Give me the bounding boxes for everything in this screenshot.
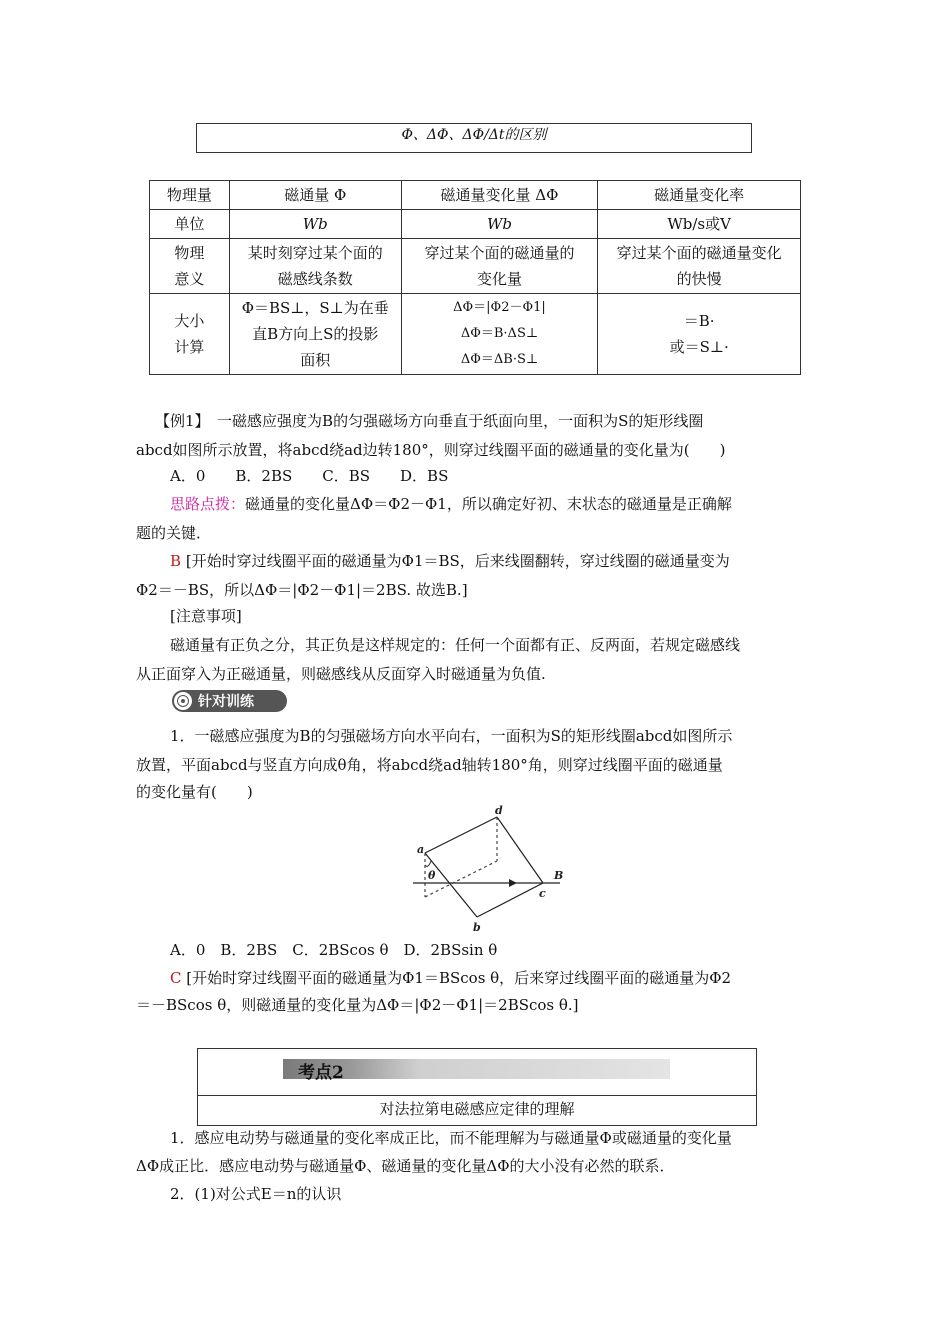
table-cell (150, 239, 230, 294)
coil-rotation-figure (405, 805, 575, 935)
example1-line1: 【例1】 一磁感应强度为B的匀强磁场方向垂直于纸面向里，一面积为S的矩形线圈 (155, 412, 704, 430)
answer-letter: B (170, 552, 182, 570)
cell-line: ΔΦ＝ΔB·S⊥ (460, 352, 539, 367)
table-cell: 单位 (150, 210, 230, 239)
cell-line: ＝B· (683, 312, 715, 330)
figure-label-b: b (473, 921, 481, 934)
cell-line: 直B方向上S的投影 (252, 325, 379, 343)
divider (198, 1095, 756, 1096)
cell-line: ΔΦ＝|Φ2－Φ1| (453, 300, 546, 315)
table-row-calc (150, 294, 801, 375)
point2: 2．(1)对公式E＝n的认识 (170, 1185, 342, 1203)
kaodian-title: 对法拉第电磁感应定律的理解 (379, 1100, 575, 1118)
q1-line2: 放置，平面abcd与竖直方向成θ角，将abcd绕ad轴转180°角，则穿过线圈平面的磁通量 (136, 756, 723, 774)
point1-line2: ΔΦ成正比．感应电动势与磁通量Φ、磁通量的变化量ΔΦ的大小没有必然的联系． (136, 1157, 675, 1175)
table-header-cell: 磁通量变化率 (598, 181, 801, 210)
example1-answer (170, 547, 800, 576)
example1-answer-line2: Φ2＝－BS，所以ΔΦ＝|Φ2－Φ1|＝2BS. 故选B.] (136, 581, 468, 599)
example1-options: A．0 B．2BS C．BS D．BS (170, 467, 449, 485)
cell-line: 或＝S⊥· (669, 338, 729, 356)
cell-line: 计算 (174, 338, 205, 356)
table-cell (229, 239, 401, 294)
training-badge-label: 针对训练 (198, 694, 254, 710)
table-cell (401, 239, 598, 294)
table-header-cell: 磁通量变化量 ΔΦ (401, 181, 598, 210)
cell-line: 穿过某个面的磁通量的 (424, 244, 575, 262)
q1-answer-line2: ＝－BScos θ，则磁通量的变化量为ΔΦ＝|Φ2－Φ1|＝2BScos θ.] (136, 996, 579, 1014)
table-header-row (150, 181, 801, 210)
cell-line: 的快慢 (676, 270, 722, 288)
point1-line1: 1．感应电动势与磁通量的变化率成正比，而不能理解为与磁通量Φ或磁通量的变化量 (170, 1129, 732, 1147)
table-cell: Wb (229, 210, 401, 239)
q1-answer (170, 964, 800, 993)
figure-label-d: d (495, 805, 503, 817)
answer-letter: C (170, 969, 182, 987)
figure-label-field: B (554, 869, 564, 882)
cell-line: 面积 (300, 351, 331, 369)
table-cell (598, 239, 801, 294)
table-row-meaning (150, 239, 801, 294)
cell-line: 穿过某个面的磁通量变化 (616, 244, 782, 262)
q1-line1: 1．一磁感应强度为B的匀强磁场方向水平向右，一面积为S的矩形线圈abcd如图所示 (170, 727, 733, 745)
cell-line: Φ＝BS⊥，S⊥为在垂 (241, 299, 389, 317)
answer-text: [开始时穿过线圈平面的磁通量为Φ1＝BScos θ，后来穿过线圈平面的磁通量为Φ2 (186, 969, 732, 987)
cell-line: 大小 (174, 312, 205, 330)
table-row-unit (150, 210, 801, 239)
note-line2: 从正面穿入为正磁通量，则磁感线从反面穿入时磁通量为负值. (136, 665, 546, 683)
hint-text: 磁通量的变化量ΔΦ＝Φ2－Φ1，所以确定好初、末状态的磁通量是正确解 (245, 495, 732, 513)
cell-line: 意义 (174, 270, 205, 288)
cell-line: 变化量 (476, 270, 522, 288)
table-cell: Wb (401, 210, 598, 239)
table-header-cell: 磁通量 Φ (229, 181, 401, 210)
figure-label-c: c (539, 887, 546, 900)
target-icon (174, 692, 192, 710)
table-cell (598, 294, 801, 375)
example1-hint-line2: 题的关键． (136, 524, 212, 542)
q1-options: A．0 B．2BS C．2BScos θ D．2BSsin θ (170, 941, 498, 959)
note-title: [注意事项] (170, 607, 242, 625)
table-cell: Wb/s或V (598, 210, 801, 239)
kaodian-box (197, 1048, 757, 1126)
answer-text: [开始时穿过线圈平面的磁通量为Φ1＝BS，后来线圈翻转，穿过线圈的磁通量变为 (185, 552, 730, 570)
cell-line: ΔΦ＝B·ΔS⊥ (460, 326, 539, 341)
cell-line: 某时刻穿过某个面的 (247, 244, 383, 262)
table-cell (229, 294, 401, 375)
table-cell (150, 294, 230, 375)
example1-line2: abcd如图所示放置，将abcd绕ad边转180°，则穿过线圈平面的磁通量的变化量为( ) (136, 441, 726, 459)
training-badge (172, 690, 287, 712)
table-cell (401, 294, 598, 375)
comparison-table (149, 180, 801, 375)
kaodian-label: 考点2 (298, 1063, 344, 1083)
cell-line: 物理 (174, 244, 205, 262)
table-header-cell: 物理量 (150, 181, 230, 210)
note-line1: 磁通量有正负之分，其正负是这样规定的：任何一个面都有正、反两面，若规定磁感线 (170, 636, 741, 654)
comparison-title-box (196, 123, 752, 153)
figure-label-theta: θ (428, 869, 436, 882)
figure-label-a: a (417, 843, 425, 856)
cell-line: 磁感线条数 (277, 270, 353, 288)
comparison-title: Φ、ΔΦ、ΔΦ/Δt的区别 (401, 127, 547, 143)
q1-line3: 的变化量有( ) (136, 783, 253, 801)
hint-label: 思路点拨： (170, 495, 246, 513)
example1-hint (170, 490, 800, 519)
